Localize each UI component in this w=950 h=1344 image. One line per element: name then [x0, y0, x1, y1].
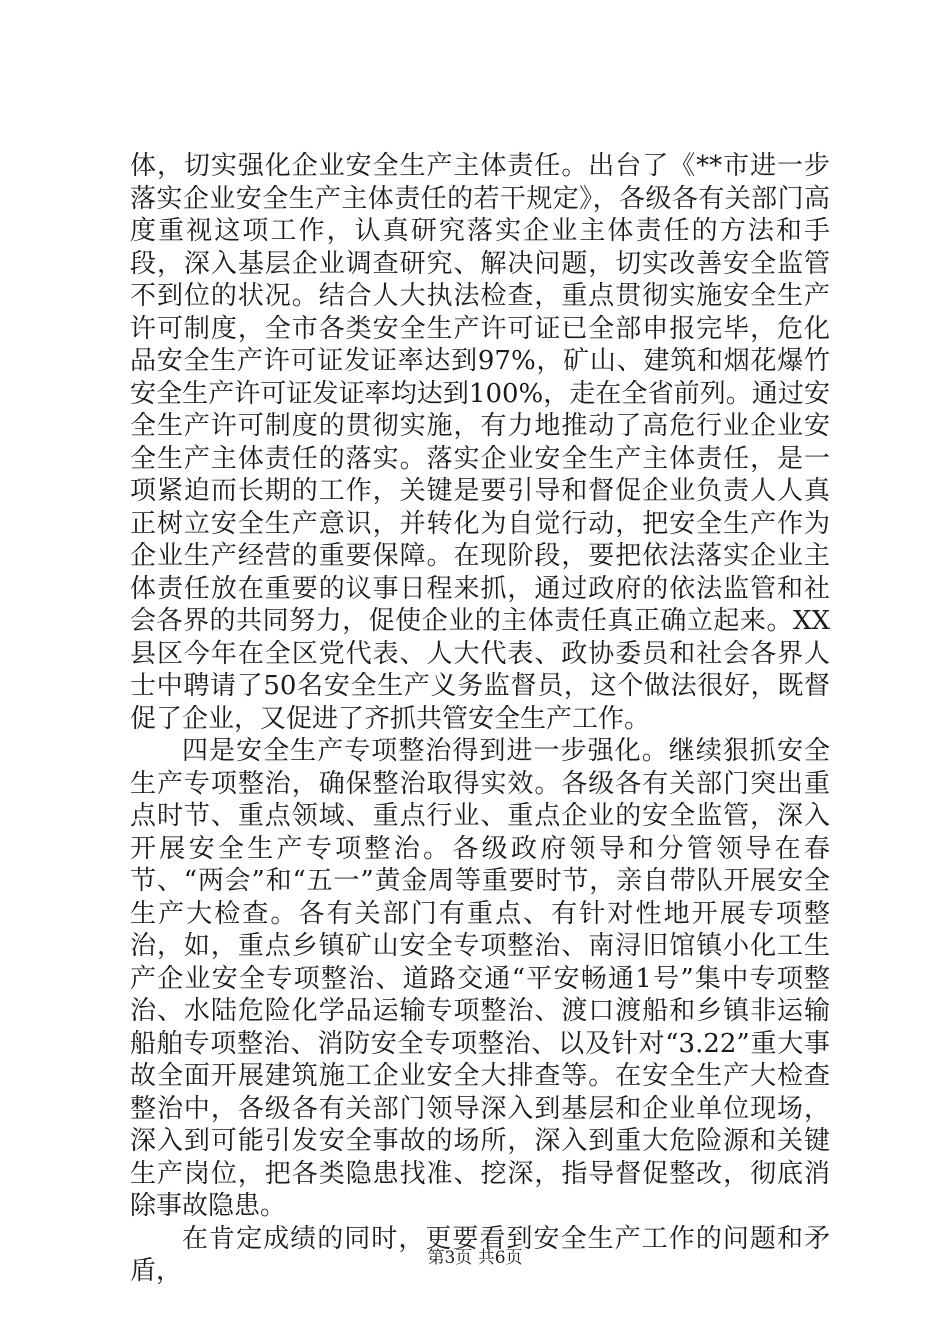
- paragraph-3: 在肯定成绩的同时，更要看到安全生产工作的问题和矛盾，: [130, 1223, 830, 1286]
- body-text: [130, 150, 830, 1288]
- page-footer: 第3页 共6页: [427, 1248, 523, 1268]
- paragraph-2: 四是安全生产专项整治得到进一步强化。继续狠抓安全生产专项整治，确保整治取得实效。各级各有关部门突出重点时节、重点领域、重点行业、重点企业的安全监管，深入开展安全生产专项整治。各级政府领导和分管领导在春节、“两会”和“五一”黄金周等重要时节，亲自带队开展安全生产大检查。各有关部门有重点、有针对性地开展专项整治，如，重点乡镇矿山安全专项整治、南浔旧馆镇小化工生产企业安全专项整治、道路交通“平安畅通1号”集中专项整治、水陆危险化学品运输专项整治、渡口渡船和乡镇非运输船舶专项整治、消防安全专项整治、以及针对“3.22”重大事故全面开展建筑施工企业安全大排查等。在安全生产大检查整治中，各级各有关部门领导深入到基层和企业单位现场，深入到可能引发安全事故的场所，深入到重大危险源和关键生产岗位，把各类隐患找准、挖深，指导督促整改，彻底消除事故隐患。: [130, 736, 830, 1221]
- paragraph-1: 体，切实强化企业安全生产主体责任。出台了《**市进一步落实企业安全生产主体责任的若干规定》，各级各有关部门高度重视这项工作，认真研究落实企业主体责任的方法和手段，深入基层企业调查研究、解决问题，切实改善安全监管不到位的状况。结合人大执法检查，重点贯彻实施安全生产许可制度，全市各类安全生产许可证已全部申报完毕，危化品安全生产许可证发证率达到97%，矿山、建筑和烟花爆竹安全生产许可证发证率均达到100%，走在全省前列。通过安全生产许可制度的贯彻实施，有力地推动了高危行业企业安全生产主体责任的落实。落实企业安全生产主体责任，是一项紧迫而长期的工作，关键是要引导和督促企业负责人人真正树立安全生产意识，并转化为自觉行动，把安全生产作为企业生产经营的重要保障。在现阶段，要把依法落实企业主体责任放在重要的议事日程来抓，通过政府的依法监管和社会各界的共同努力，促使企业的主体责任真正确立起来。XX县区今年在全区党代表、人大代表、政协委员和社会各界人士中聘请了50名安全生产义务监督员，这个做法很好，既督促了企业，又促进了齐抓共管安全生产工作。: [130, 151, 830, 734]
